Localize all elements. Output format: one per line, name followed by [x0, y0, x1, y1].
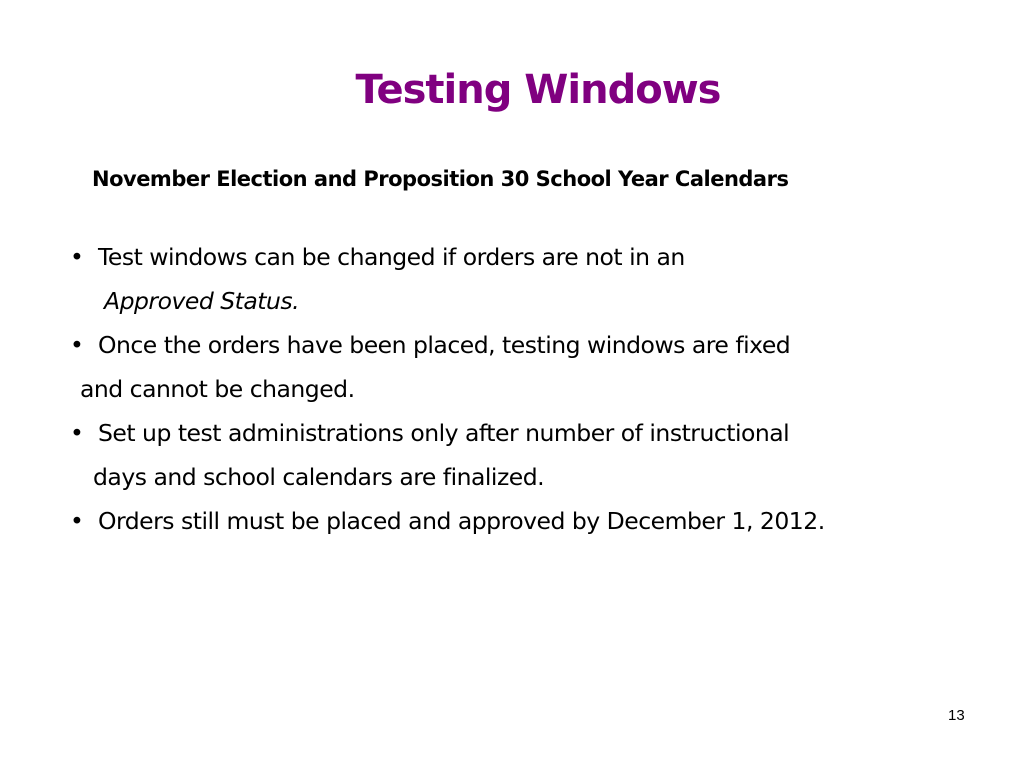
bullet-marker: • — [70, 331, 84, 359]
slide-subtitle: November Election and Proposition 30 School Year Calendars — [92, 167, 789, 191]
page-number: 13 — [948, 707, 965, 724]
bullet-continuation — [0, 367, 1024, 411]
bullet-item — [0, 235, 1024, 279]
bullet-continuation-text: days and school calendars are finalized. — [93, 463, 545, 491]
bullet-text: Test windows can be changed if orders are not in an — [98, 243, 685, 271]
bullet-continuation-text: and cannot be changed. — [80, 375, 355, 403]
bullet-text: Once the orders have been placed, testing windows are fixed — [98, 331, 791, 359]
bullet-continuation — [0, 279, 1024, 323]
bullet-marker: • — [70, 507, 84, 535]
bullet-list — [0, 235, 1024, 543]
bullet-marker: • — [70, 419, 84, 447]
slide-title: Testing Windows — [355, 67, 721, 113]
bullet-item — [0, 411, 1024, 455]
bullet-text: Set up test administrations only after number of instructional — [98, 419, 790, 447]
bullet-continuation — [0, 455, 1024, 499]
bullet-item — [0, 323, 1024, 367]
bullet-text: Orders still must be placed and approved by December 1, 2012. — [98, 507, 825, 535]
bullet-continuation-text: Approved Status. — [104, 287, 300, 315]
bullet-marker: • — [70, 243, 84, 271]
bullet-item — [0, 499, 1024, 543]
